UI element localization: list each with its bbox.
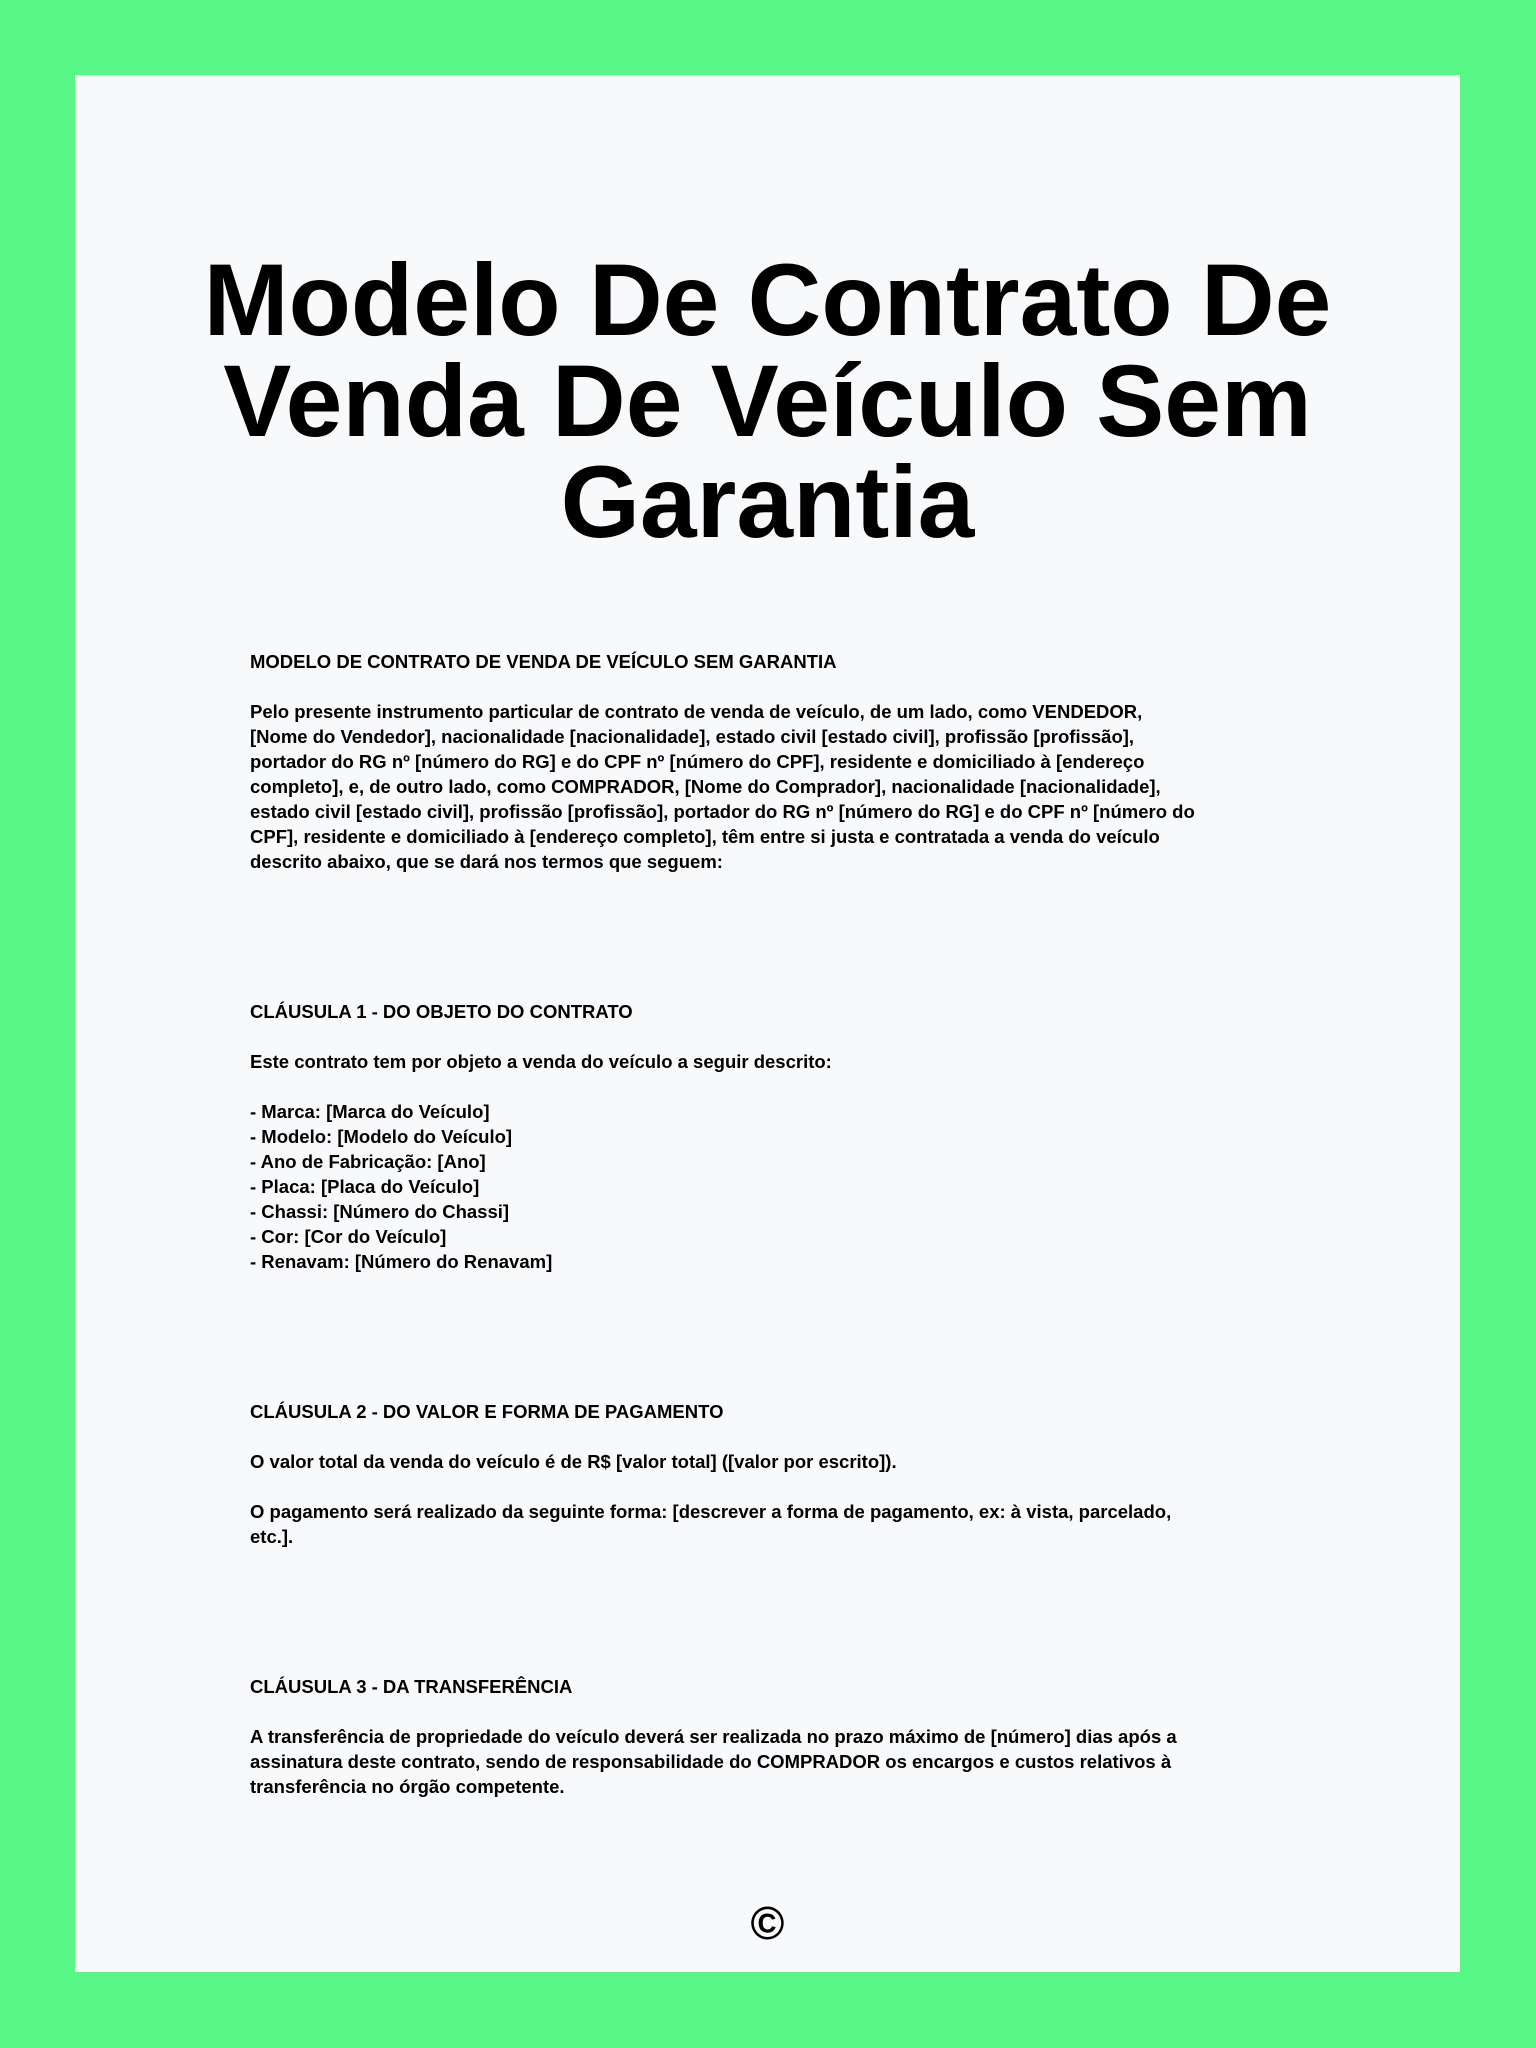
list-item: - Renavam: [Número do Renavam]	[250, 1251, 553, 1272]
vehicle-details-list	[250, 1099, 1360, 1274]
contract-heading: MODELO DE CONTRATO DE VENDA DE VEÍCULO SEM GARANTIA	[250, 651, 837, 672]
transfer-line: transferência no órgão competente.	[250, 1776, 565, 1797]
clause2-value-text: O valor total da venda do veículo é de R$ [valor total] ([valor por escrito]).	[250, 1451, 897, 1472]
list-item: - Modelo: [Modelo do Veículo]	[250, 1126, 513, 1147]
clause2-payment-text	[250, 1499, 1360, 1549]
list-item: - Chassi: [Número do Chassi]	[250, 1201, 510, 1222]
document-body	[250, 649, 1360, 1799]
list-item: - Marca: [Marca do Veículo]	[250, 1101, 490, 1122]
transfer-line: A transferência de propriedade do veículo deverá ser realizada no prazo máximo de [número] dias após a	[250, 1726, 1177, 1747]
title-line: Garantia	[560, 445, 975, 559]
intro-line: [Nome do Vendedor], nacionalidade [nacionalidade], estado civil [estado civil], profissão [profissão],	[250, 726, 1135, 747]
clause3-heading: CLÁUSULA 3 - DA TRANSFERÊNCIA	[250, 1676, 573, 1697]
copyright-icon: ©	[750, 1897, 785, 1949]
payment-line: O pagamento será realizado da seguinte forma: [descrever a forma de pagamento, ex: à vista, parcelado,	[250, 1501, 1172, 1522]
list-item: - Cor: [Cor do Veículo]	[250, 1226, 447, 1247]
intro-line: CPF], residente e domiciliado à [endereço completo], têm entre si justa e contratada a venda do veículo	[250, 826, 1160, 847]
payment-line: etc.].	[250, 1526, 294, 1547]
clause2-heading: CLÁUSULA 2 - DO VALOR E FORMA DE PAGAMENTO	[250, 1401, 724, 1422]
document-title	[75, 243, 1460, 559]
intro-paragraph	[250, 699, 1360, 874]
clause1-heading: CLÁUSULA 1 - DO OBJETO DO CONTRATO	[250, 1001, 633, 1022]
intro-line: estado civil [estado civil], profissão [profissão], portador do RG nº [número do RG] e do CPF nº [número do	[250, 801, 1195, 822]
list-item: - Ano de Fabricação: [Ano]	[250, 1151, 486, 1172]
list-item: - Placa: [Placa do Veículo]	[250, 1176, 480, 1197]
intro-line: completo], e, de outro lado, como COMPRADOR, [Nome do Comprador], nacionalidade [nacionalidade],	[250, 776, 1161, 797]
transfer-line: assinatura deste contrato, sendo de responsabilidade do COMPRADOR os encargos e custos relativos à	[250, 1751, 1172, 1772]
document-page	[75, 75, 1460, 1972]
title-line: Modelo De Contrato De	[203, 243, 1332, 357]
clause3-text	[250, 1724, 1360, 1799]
intro-line: descrito abaixo, que se dará nos termos que seguem:	[250, 851, 723, 872]
title-line: Venda De Veículo Sem	[223, 344, 1312, 458]
intro-line: Pelo presente instrumento particular de contrato de venda de veículo, de um lado, como VENDEDOR,	[250, 701, 1143, 722]
clause1-text: Este contrato tem por objeto a venda do veículo a seguir descrito:	[250, 1051, 832, 1072]
intro-line: portador do RG nº [número do RG] e do CPF nº [número do CPF], residente e domiciliado à [endereço	[250, 751, 1145, 772]
